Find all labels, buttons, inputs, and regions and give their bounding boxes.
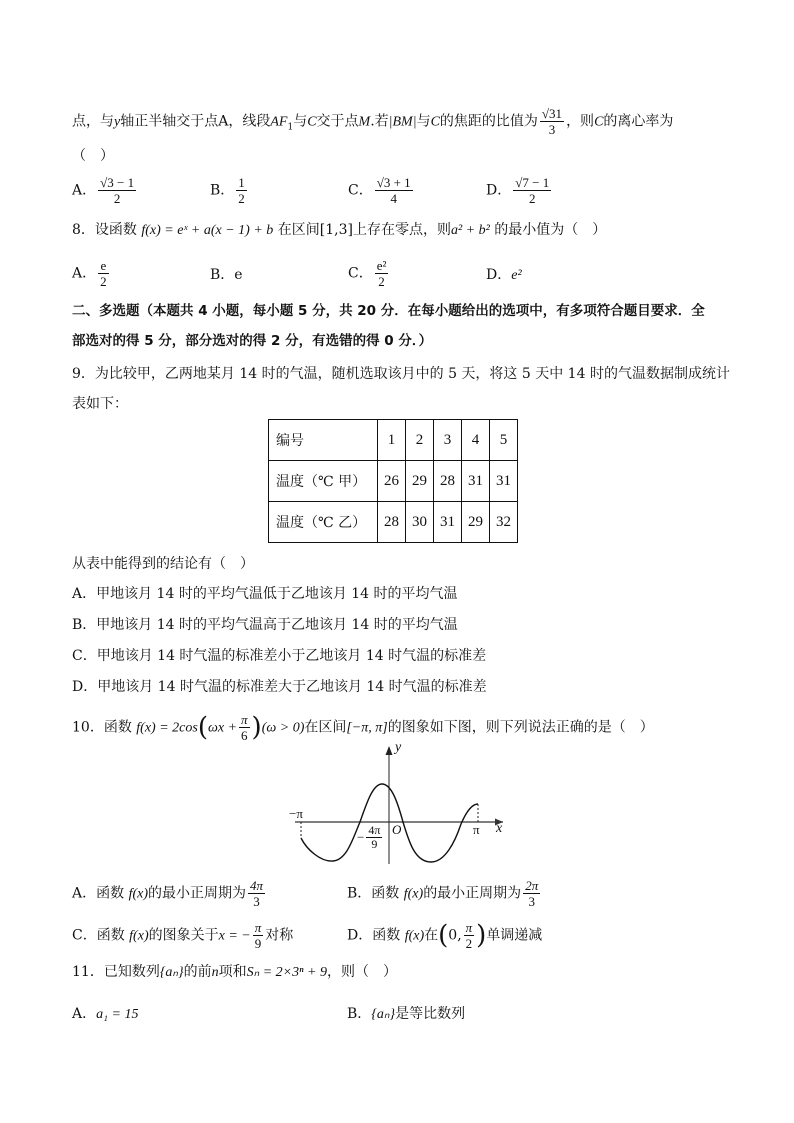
option-label: B． [347,1006,372,1022]
text: 函数 [372,927,401,944]
text: ，则（ ） [326,964,397,980]
math-af: AF [270,114,288,130]
frac-num: π [241,712,248,727]
math-eq: x = − [218,928,251,944]
x-axis-label: x [496,821,503,836]
math-text: {aₙ} [371,1007,396,1022]
math-c: C [307,114,317,130]
math-n: n [211,965,219,980]
table-cell: 26 [378,461,406,502]
math-fx: f(x) [129,928,149,944]
section2-instructions-line1: 二、多选题（本题共 4 小题，每小题 5 分，共 20 分．在每小题给出的选项中，有多项符合题目要求．全 [72,303,705,319]
text: 交于点 [316,113,359,130]
question-number: 10． [72,719,104,736]
math-m: M [358,114,371,130]
fraction [375,258,389,289]
frac-den: 3 [253,894,260,909]
q9-stem-line2: 表如下： [72,396,128,412]
math-condition: (ω > 0) [261,720,305,736]
fraction [236,175,247,206]
math-seq: {aₙ} [159,965,184,980]
fraction [464,920,475,951]
q9-option-c[interactable]: C．甲地该月 14 时气温的标准差小于乙地该月 14 时气温的标准差 [72,648,487,664]
math-c: C [430,114,440,130]
q8-option-a[interactable] [72,258,111,289]
paren: ) [476,920,487,951]
frac-den: 9 [371,837,378,851]
option-label: B． [210,267,235,283]
table-header-row [269,420,518,461]
frac-num: √31 [541,106,563,121]
text: 单调递减 [486,927,543,944]
text: 与 [416,113,431,130]
q11-option-a[interactable] [72,1004,138,1025]
q9-option-b[interactable]: B．甲地该月 14 时的平均气温高于乙地该月 14 时的平均气温 [72,617,458,633]
option-label: C． [72,927,97,944]
frac-num: e² [376,258,387,273]
table-cell: 31 [434,502,462,543]
math-sub: 1 [287,122,294,133]
text: 是等比数列 [395,1006,466,1022]
text: 的图象关于 [148,927,219,944]
frac-num: 4π [250,878,264,893]
graph-svg [285,742,510,867]
option-label: A． [72,182,97,199]
table-cell: 31 [490,461,518,502]
frac-num: e [98,258,109,274]
table-cell: 28 [434,461,462,502]
text: 项和 [218,964,247,980]
text: 的焦距的比值为 [439,113,538,130]
fraction [248,878,265,909]
math-function: f(x) = eˣ + a(x − 1) + b [141,223,274,238]
table-cell: 编号 [269,420,378,461]
table-cell: 29 [462,502,490,543]
option-label: B． [210,182,235,199]
q7-option-c[interactable] [348,175,415,206]
text: 点，与 [72,113,114,130]
q10-option-b[interactable] [347,878,542,909]
math-fx: f(x) [128,886,149,902]
math-c: C [594,114,604,130]
frac-den: 4 [390,191,397,206]
q10-option-a[interactable] [72,878,267,909]
frac-num: π [465,920,473,935]
table-row [269,461,518,502]
q9-option-d[interactable]: D．甲地该月 14 时气温的标准差大于乙地该月 14 时气温的标准差 [72,679,487,695]
fraction [253,920,264,951]
fraction [513,175,551,206]
text: 设函数 [94,222,137,238]
frac-den: 2 [528,191,536,206]
text: 与 [293,113,308,130]
frac-den: 2 [378,274,385,289]
q9-option-a[interactable]: A．甲地该月 14 时的平均气温低于乙地该月 14 时的平均气温 [72,586,458,602]
math-y: y [114,114,121,130]
frac-den: 2 [465,936,473,951]
text: 的最小正周期为 [148,885,247,902]
fraction [375,175,413,206]
q10-option-c[interactable] [72,920,293,951]
text: 函数 [96,885,125,902]
math-inner: ωx + [207,720,238,736]
paren: ) [251,712,262,743]
math-expr: a² + b² [450,223,490,238]
text: 的最小值为（ ） [494,222,607,238]
frac-den: 2 [238,191,245,206]
option-label: A． [72,1006,97,1022]
table-cell: 3 [434,420,462,461]
y-axis-label: y [395,740,402,755]
table-cell: 温度（℃ 乙） [269,502,378,543]
table-cell: 28 [378,502,406,543]
sign: − [357,829,365,845]
q7-stem-line1 [72,106,673,137]
table-cell: 30 [406,502,434,543]
text: 对称 [265,927,294,944]
frac-den: 2 [113,191,121,206]
q8-option-c[interactable] [348,258,390,289]
text: ，则 [566,113,595,130]
text: 已知数列 [103,964,160,980]
frac-num: √7 − 1 [515,175,550,190]
option-label: D． [486,267,512,283]
table-row [269,502,518,543]
math-sum: Sₙ = 2×3ⁿ + 9 [246,965,327,980]
text: 上存在零点，则 [352,222,451,238]
table-cell: 4 [462,420,490,461]
x-tick-neg-4pi-9 [357,824,384,851]
text: 的前 [183,964,212,980]
table-cell: 32 [490,502,518,543]
section2-instructions-line2: 部选对的得 5 分，部分选对的得 2 分，有选错的得 0 分．） [72,333,433,349]
q7-option-d[interactable] [486,175,553,206]
math-function: f(x) = 2cos [136,720,198,736]
q10-option-d[interactable] [347,920,542,951]
paren: ( [438,920,449,951]
math-fx: f(x) [404,928,425,944]
fraction [98,175,136,206]
q9-stem-line1: 9．为比较甲，乙两地某月 14 时的气温，随机选取该月中的 5 天，将这 5 天中 14 时的气温数据制成统计 [72,366,730,382]
math-fx: f(x) [403,886,424,902]
option-value: e [234,267,243,283]
fraction [239,712,250,743]
q7-option-a[interactable] [72,175,138,206]
frac-den: 9 [254,936,262,951]
text: 在区间 [277,222,320,238]
table-cell: 2 [406,420,434,461]
frac-num: √3 − 1 [100,175,135,190]
option-label: C． [348,265,373,282]
temperature-table [268,419,518,543]
frac-den: 3 [528,894,535,909]
q11-stem [72,962,397,983]
text: 函数 [371,885,400,902]
option-label: A． [72,265,97,282]
fraction [523,878,540,909]
frac-den: 6 [241,728,248,743]
math-text: a₁ = 15 [96,1007,139,1022]
text: 函数 [96,927,125,944]
x-tick-neg-pi: −π [289,806,303,821]
fraction [540,106,564,137]
table-cell: 31 [462,461,490,502]
option-label: D． [486,182,512,199]
table-cell: 温度（℃ 甲） [269,461,378,502]
frac-den: 3 [548,122,556,137]
option-label: C． [348,182,373,199]
frac-num: √3 + 1 [376,175,411,190]
table-cell: 5 [490,420,518,461]
question-number: 8． [72,222,95,238]
q11-option-b[interactable] [347,1004,465,1025]
option-value: e² [511,268,522,283]
math-interval-left: 0, [448,927,462,944]
fraction [366,824,382,851]
frac-num: π [254,920,262,935]
math-bm: |BM| [388,114,417,130]
q9-question: 从表中能得到的结论有（ ） [72,556,254,572]
table-cell: 1 [378,420,406,461]
text: 的图象如下图，则下列说法正确的是（ ） [387,719,654,736]
math-interval: [1,3] [319,222,353,238]
frac-num: 2π [525,878,539,893]
text: 轴正半轴交于点A，线段 [120,113,271,130]
text: 在区间 [304,719,347,736]
text: 函数 [103,719,132,736]
frac-num: 4π [368,823,381,837]
origin-label: O [392,822,402,837]
q10-stem [72,712,654,743]
paren: ( [197,712,208,743]
frac-num: 1 [238,175,245,190]
q8-option-d[interactable] [486,265,522,286]
cosine-graph [285,742,510,871]
q7-answer-parens: （ ） [72,148,114,164]
frac-den: 2 [100,274,107,289]
math-interval: [−π, π] [346,720,388,736]
option-label: A． [72,885,97,902]
table-cell: 29 [406,461,434,502]
q7-option-b[interactable] [210,175,249,206]
x-tick-pi: π [473,822,480,837]
option-label: B． [347,885,372,902]
fraction [98,258,109,289]
option-label: D． [347,927,373,944]
text: .若 [370,113,389,130]
question-number: 11． [72,964,104,980]
text: 的最小正周期为 [423,885,522,902]
q8-option-b[interactable] [210,265,243,285]
text: 的离心率为 [603,113,674,130]
text: 在 [424,927,439,944]
q8-stem [72,220,606,241]
